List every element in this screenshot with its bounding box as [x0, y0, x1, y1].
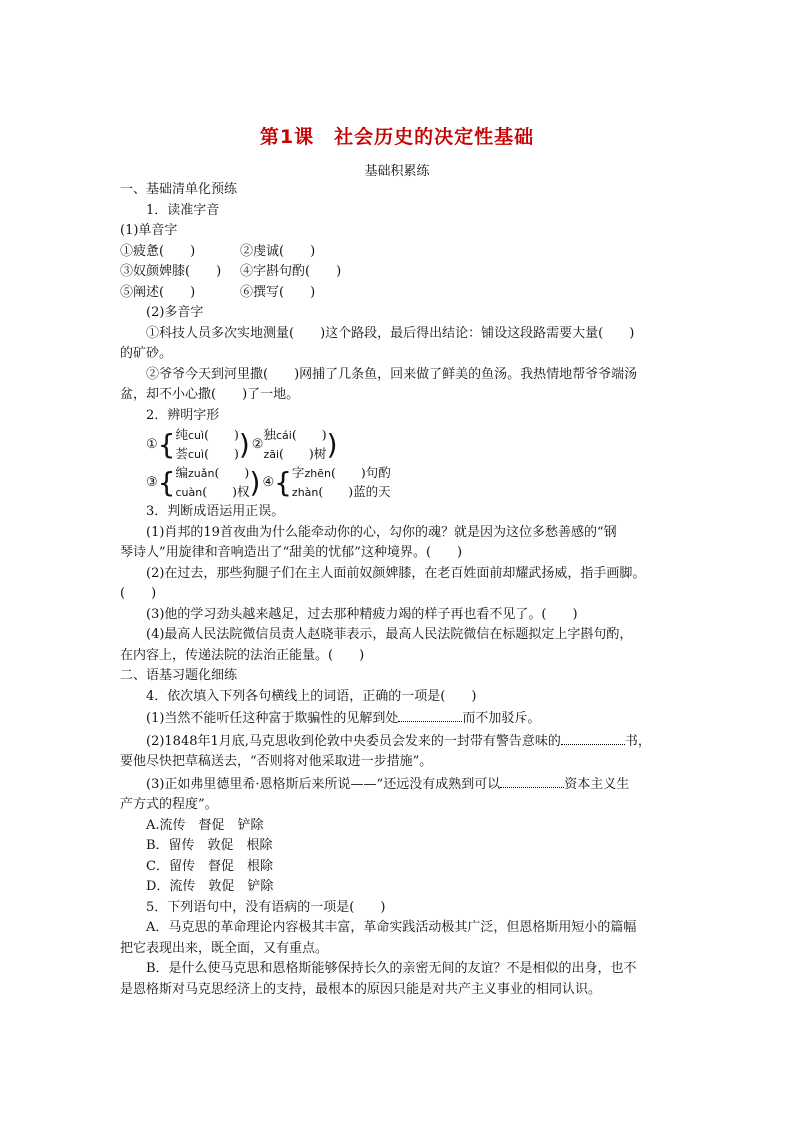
single-item: ②虔诚( ): [240, 243, 316, 259]
glyph-group-2: [263, 426, 337, 464]
sentence-4-2-cont: 要他尽快把草稿送去，“否则将对他采取进一步措施”。: [120, 754, 433, 769]
sentence-text: 书，: [624, 733, 651, 749]
pinyin: cuàn: [175, 486, 203, 499]
option-c: C．留传 督促 根除: [146, 858, 273, 874]
sentence-4-3-cont: 产方式的程度”。: [120, 797, 218, 812]
single-item: ①疲惫( ): [120, 243, 196, 259]
single-item: ④字斟句酌( ): [240, 264, 342, 279]
glyph: 权: [236, 484, 250, 499]
blank-paren: ( ): [204, 427, 239, 442]
q5-option-a-cont: 把它表现出来，既全面，又有重点。: [120, 940, 329, 956]
exercise-content: [120, 180, 680, 1000]
glyph: 字: [291, 465, 305, 480]
brace-icon: {: [157, 428, 176, 461]
glyph-row-1: [120, 426, 680, 464]
fill-blank: [500, 773, 564, 788]
judge-1-cont: 琴诗人”用旋律和音响造出了“甜美的忧郁”这种境界。( ): [120, 545, 463, 560]
group-number: ②: [251, 436, 264, 452]
glyph: 纯: [175, 427, 188, 442]
blank-paren: ( ): [202, 484, 237, 499]
judge-2-cont: ( ): [120, 586, 157, 601]
single-item: ⑥撰写( ): [240, 284, 316, 300]
judge-4-cont: 在内容上，传递法院的法治正能量。( ): [120, 647, 365, 663]
q5-option-b-cont: 是恩格斯对马克思经济上的支持，最根本的原因只能是对共产主义事业的相同认识。: [120, 981, 602, 997]
glyph: 编: [175, 465, 188, 480]
fill-blank: [398, 707, 462, 722]
option-b: B．留传 敦促 根除: [146, 838, 273, 853]
sentence-4-2: [120, 730, 680, 753]
glyph-row-2: [120, 464, 680, 502]
glyph-line: [263, 445, 326, 464]
glyph-line: [175, 483, 249, 502]
pinyin: zhēn: [304, 467, 331, 480]
section-subtitle: 基础积累练: [364, 164, 430, 179]
blank-paren: ( ): [279, 446, 314, 461]
glyph: 独: [263, 427, 276, 442]
glyph-line: [292, 483, 391, 502]
lesson-title: 第1课 社会历史的决定性基础: [259, 126, 535, 148]
group-number: ④: [262, 474, 275, 490]
single-row: [120, 262, 680, 283]
fill-blank: [561, 730, 625, 745]
sentence-text: (3)正如弗里德里希·恩格斯后来所说——“还远没有成熟到可以: [146, 776, 501, 792]
single-item: ③奴颜婢膝( ): [120, 264, 222, 279]
pinyin: zāi: [263, 448, 280, 461]
brace-close-icon: ): [238, 428, 250, 461]
multi-item-1: ①科技人员多次实地测量( )这个路段，最后得出结论：铺设这段路需要大量( ): [146, 325, 635, 341]
pinyin: zuǎn: [188, 467, 215, 480]
pinyin: cuì: [188, 448, 205, 461]
pinyin: cuì: [188, 429, 205, 442]
glyph: 树: [313, 446, 327, 461]
glyph-group-4: [274, 464, 391, 502]
pinyin: cái: [275, 429, 292, 442]
sentence-4-3: [120, 773, 680, 796]
brace-close-icon: ): [326, 428, 338, 461]
glyph: 荟: [175, 446, 188, 461]
blank-paren: ( ): [318, 484, 354, 499]
pinyin: zhàn: [291, 486, 319, 499]
option-d: D．流传 敦促 铲除: [146, 879, 274, 894]
subquestion-multi: (2)多音字: [146, 305, 204, 320]
group-number: ①: [146, 436, 158, 452]
single-row: [120, 242, 680, 263]
section-heading-2: 二、语基习题化细练: [120, 668, 238, 683]
glyph-line: [175, 445, 238, 464]
brace-close-icon: ): [249, 466, 261, 499]
q5-option-a: A．马克思的革命理论内容极其丰富，革命实践活动极其广泛，但恩格斯用短小的篇幅: [146, 920, 637, 935]
single-row: [120, 283, 680, 304]
sentence-text: (2)1848年1月底,马克思收到伦敦中央委员会发来的一封带有警告意味的: [146, 733, 561, 749]
judge-1: (1)肖邦的19首夜曲为什么能牵动你的心，勾你的魂？就是因为这位多愁善感的“钢: [146, 524, 617, 540]
subquestion-single: (1)单音字: [120, 223, 178, 238]
question-2: 2．辨明字形: [146, 407, 220, 423]
glyph-group-3: [158, 464, 261, 502]
group-number: ③: [146, 474, 158, 490]
multi-item-1-cont: 的矿砂。: [120, 346, 173, 361]
brace-icon: {: [157, 466, 176, 499]
glyph: 蓝的天: [353, 484, 391, 499]
glyph-group-1: [158, 426, 250, 464]
multi-item-2: ②爷爷今天到河里撒( )网捕了几条鱼，回来做了鲜美的鱼汤。我热情地帮爷爷端汤: [146, 366, 638, 382]
section-heading-1: 一、基础清单化预练: [120, 182, 238, 197]
blank-paren: ( ): [330, 465, 366, 480]
judge-4: (4)最高人民法院微信员责人赵晓菲表示，最高人民法院微信在标题拟定上字斟句酌，: [146, 627, 633, 642]
sentence-text: 而不加驳斥。: [462, 711, 541, 726]
brace-icon: {: [274, 466, 292, 499]
glyph-line: [175, 464, 249, 483]
question-3: 3．判断成语运用正误。: [146, 504, 285, 519]
question-5: 5．下列语句中，没有语病的一项是( ): [146, 899, 386, 915]
question-4: 4．依次填入下列各句横线上的词语，正确的一项是( ): [146, 688, 477, 704]
glyph: 句酌: [365, 465, 391, 480]
blank-paren: ( ): [214, 465, 250, 480]
sentence-text: (1)当然不能听任这种富于欺骗性的见解到处: [146, 711, 399, 726]
single-item: ⑤阐述( ): [120, 284, 196, 300]
glyph-line: [263, 426, 326, 445]
multi-item-2-cont: 盆，却不小心撒( )了一地。: [120, 387, 300, 402]
q5-option-b: B．是什么使马克思和恩格斯能够保持长久的亲密无间的友谊？不是相似的出身，也不: [146, 961, 637, 976]
judge-2: (2)在过去，那些狗腿子们在主人面前奴颜婢膝，在老百姓面前却耀武扬威，指手画脚。: [146, 565, 646, 581]
sentence-4-1: [120, 707, 680, 730]
blank-paren: ( ): [204, 446, 239, 461]
judge-3: (3)他的学习劲头越来越足，过去那种精疲力竭的样子再也看不见了。( ): [146, 606, 578, 622]
glyph-line: [292, 464, 391, 483]
option-a: A.流传 督促 铲除: [146, 817, 264, 833]
question-1: 1．读准字音: [146, 202, 220, 218]
sentence-text: 资本主义生: [564, 776, 630, 792]
glyph-line: [175, 426, 238, 445]
blank-paren: ( ): [291, 427, 327, 442]
